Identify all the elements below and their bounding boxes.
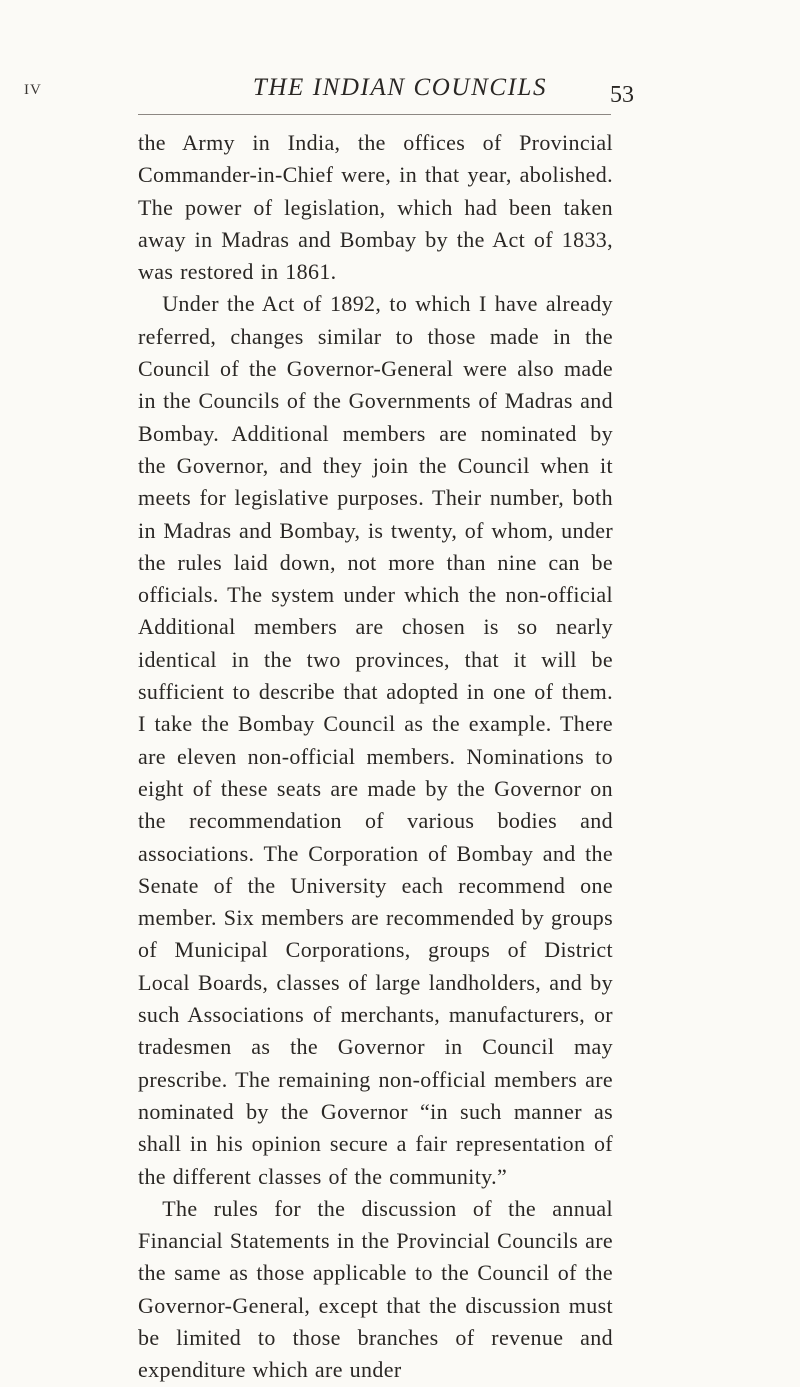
paragraph-act-of-1892: Under the Act of 1892, to which I have already referred, changes similar to those made in the Council of the Governor-General were also made in the Councils of the Governments of Madras and Bombay. Additional members are nominated by the Governor, and they join the Council when it meets for legislative purposes. Their number, both in Madras and Bombay, is twenty, of whom, under the rules laid down, not more than nine can be officials. The system under which the non-official Additional members are chosen is so nearly identical in the two provinces, that it will be sufficient to describe that adopted in one of them. I take the Bombay Council as the example. There are eleven non-official members. Nominations to eight of these seats are made by the Governor on the recommendation of various bodies and associations. The Corporation of Bombay and the Senate of the University each recommend one member. Six members are recommended by groups of Municipal Corporations, groups of District Local Boards, classes of large landholders, and by such Associations of merchants, manufacturers, or tradesmen as the Governor in Council may prescribe. The remaining non-official members are nominated by the Governor “in such manner as shall in his opinion secure a fair representation of the different classes of the community.” [138,291,613,1189]
page-number: 53 [610,82,634,108]
chapter-number: IV [24,82,42,98]
paragraph-continued: the Army in India, the offices of Provincial Commander-in-Chief were, in that year, abolished. The power of legislation, which had been taken away in Madras and Bombay by the Act of 1833, was restored in 1861. [138,130,613,285]
running-title: THE INDIAN COUNCILS [252,74,548,101]
header-rule [138,114,611,115]
running-head [0,72,800,112]
body-text [138,127,613,1387]
paragraph-financial-statements: The rules for the discussion of the annual Financial Statements in the Provincial Councils are the same as those applicable to the Council of the Governor-General, except that the discussion must be limited to those branches of revenue and expenditure which are under [138,1195,613,1383]
